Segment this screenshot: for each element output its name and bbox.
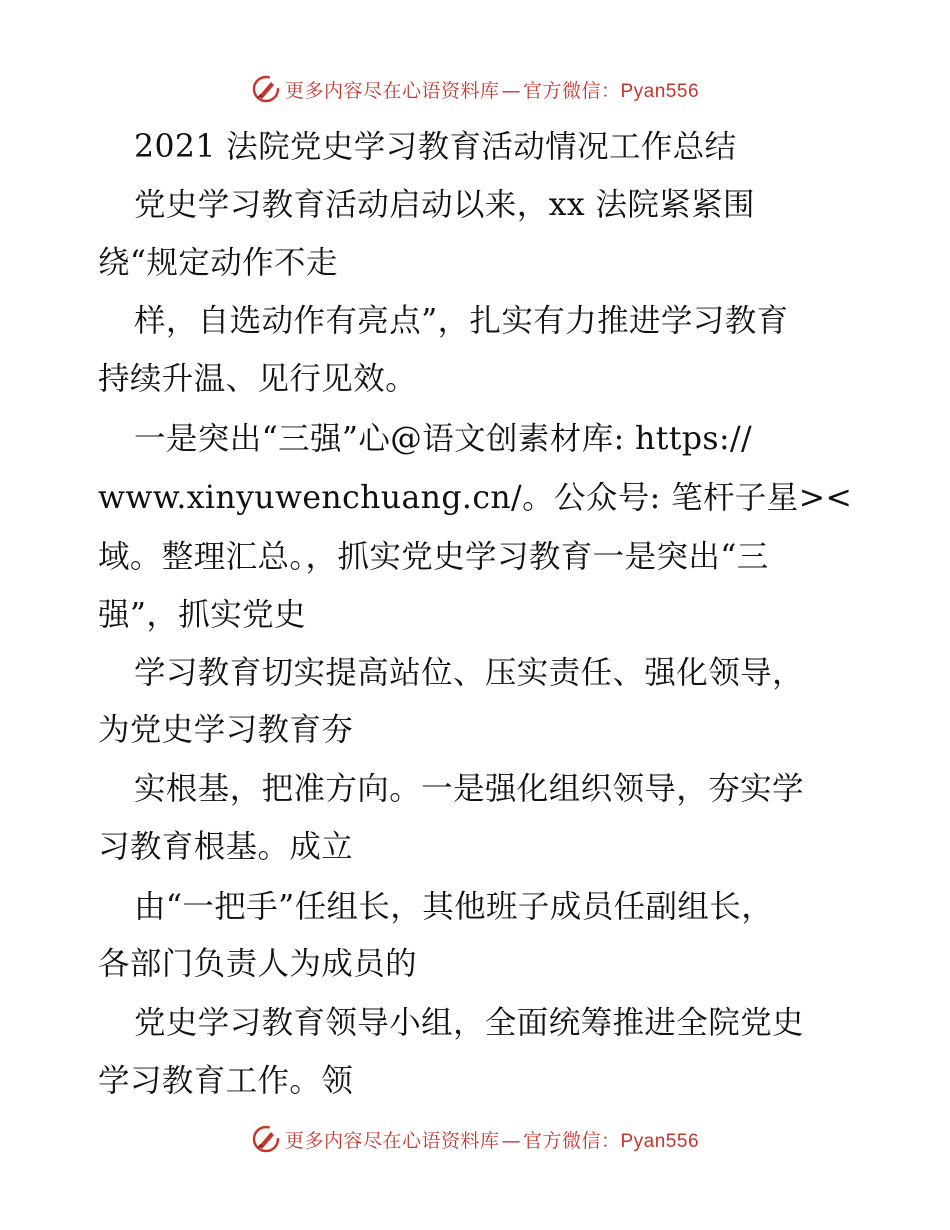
paragraph-line: 学习教育切实提高站位、压实责任、强化领导， — [134, 655, 804, 691]
document-title: 2021 法院党史学习教育活动情况工作总结 — [134, 129, 737, 165]
pen-seal-logo-icon — [251, 1124, 281, 1154]
watermark-slogan: 更多内容尽在心语资料库 — [284, 79, 500, 102]
pen-seal-logo-icon — [251, 74, 281, 104]
paragraph-line: 绕“规定动作不走 — [98, 245, 338, 281]
paragraph-line: 学习教育工作。领 — [98, 1063, 354, 1099]
watermark-official-label: 官方微信： — [522, 79, 621, 102]
paragraph-line: 实根基，把准方向。一是强化组织领导，夯实学 — [134, 771, 804, 807]
paragraph-line: 强”，抓实党史 — [98, 597, 306, 633]
watermark-dash: — — [501, 1129, 521, 1152]
paragraph-line: 党史学习教育领导小组，全面统筹推进全院党史 — [134, 1005, 804, 1041]
paragraph-line: 各部门负责人为成员的 — [98, 946, 418, 982]
watermark-text — [285, 1126, 699, 1153]
watermark-slogan: 更多内容尽在心语资料库 — [284, 1129, 500, 1152]
paragraph-line: 域。整理汇总。，抓实党史学习教育一是突出“三 — [98, 539, 769, 575]
paragraph-line: 党史学习教育活动启动以来，xx 法院紧紧围 — [134, 187, 755, 223]
paragraph-line: 持续升温、见行见效。 — [98, 361, 418, 397]
paragraph-line: 样，自选动作有亮点”，扎实有力推进学习教育 — [134, 303, 789, 339]
watermark-account: Pyan556 — [620, 80, 700, 102]
paragraph-line: 一是突出“三强”心@语文创素材库: https:// — [134, 421, 753, 457]
watermark-text — [285, 76, 699, 103]
header-watermark — [0, 74, 950, 104]
paragraph-line: www.xinyuwenchuang.cn/。公众号: 笔杆子星>< — [98, 480, 853, 516]
footer-watermark — [0, 1124, 950, 1154]
paragraph-line: 为党史学习教育夯 — [98, 712, 354, 748]
watermark-official-label: 官方微信： — [522, 1129, 621, 1152]
watermark-account: Pyan556 — [620, 1130, 700, 1152]
paragraph-line: 习教育根基。成立 — [98, 829, 354, 865]
watermark-dash: — — [501, 79, 521, 102]
paragraph-line: 由“一把手”任组长，其他班子成员任副组长， — [134, 889, 774, 925]
